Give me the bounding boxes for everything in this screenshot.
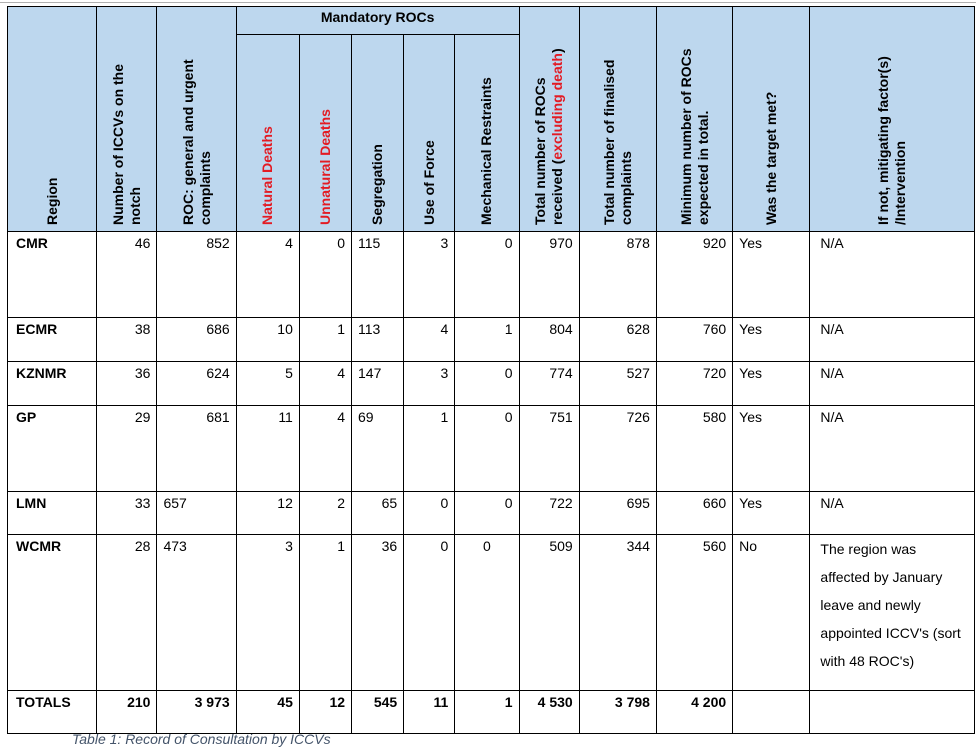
cell-finalised: 878 bbox=[579, 232, 656, 318]
header-minimum: Minimum number of ROCs expected in total. bbox=[656, 7, 732, 232]
table-row bbox=[8, 492, 975, 535]
cell-region: LMN bbox=[8, 492, 97, 535]
cell-minimum: 920 bbox=[656, 232, 732, 318]
cell-mitigating: N/A bbox=[810, 318, 975, 362]
cell-natural: 12 bbox=[236, 492, 299, 535]
cell-finalised: 527 bbox=[579, 362, 656, 406]
total-iccvs: 210 bbox=[97, 691, 157, 734]
table-body bbox=[8, 232, 975, 734]
cell-force: 0 bbox=[404, 535, 455, 691]
cell-restraints: 0 bbox=[455, 362, 519, 406]
cell-segregation: 65 bbox=[352, 492, 404, 535]
cell-received: 774 bbox=[519, 362, 579, 406]
totals-row bbox=[8, 691, 975, 734]
cell-mitigating: N/A bbox=[810, 492, 975, 535]
header-target-met: Was the target met? bbox=[733, 7, 810, 232]
cell-natural: 3 bbox=[236, 535, 299, 691]
cell-restraints: 0 bbox=[455, 492, 519, 535]
header-mechanical-restraints: Mechanical Restraints bbox=[455, 35, 519, 232]
table-row bbox=[8, 535, 975, 691]
total-mitigating bbox=[810, 691, 975, 734]
cell-iccvs: 28 bbox=[97, 535, 157, 691]
cell-target: Yes bbox=[733, 406, 810, 492]
cell-iccvs: 38 bbox=[97, 318, 157, 362]
header-natural-deaths: Natural Deaths bbox=[236, 35, 299, 232]
cell-region: GP bbox=[8, 406, 97, 492]
cell-iccvs: 33 bbox=[97, 492, 157, 535]
header-general-complaints: ROC: general and urgent complaints bbox=[157, 7, 236, 232]
cell-unnatural: 1 bbox=[299, 535, 351, 691]
cell-finalised: 726 bbox=[579, 406, 656, 492]
header-total-received: Total number of ROCs received (excluding death) bbox=[519, 7, 579, 232]
header-use-of-force: Use of Force bbox=[404, 35, 455, 232]
top-divider bbox=[0, 2, 976, 3]
cell-natural: 5 bbox=[236, 362, 299, 406]
cell-iccvs: 29 bbox=[97, 406, 157, 492]
total-minimum: 4 200 bbox=[656, 691, 732, 734]
cell-minimum: 660 bbox=[656, 492, 732, 535]
totals-label: TOTALS bbox=[8, 691, 97, 734]
header-iccvs: Number of ICCVs on the notch bbox=[97, 7, 157, 232]
cell-general: 681 bbox=[157, 406, 236, 492]
cell-segregation: 147 bbox=[352, 362, 404, 406]
header-region: Region bbox=[8, 7, 97, 232]
cell-target: Yes bbox=[733, 232, 810, 318]
cell-segregation: 115 bbox=[352, 232, 404, 318]
cell-mitigating: The region was affected by January leave and newly appointed ICCV's (sort with 48 ROC's) bbox=[810, 535, 975, 691]
cell-segregation: 36 bbox=[352, 535, 404, 691]
cell-general: 624 bbox=[157, 362, 236, 406]
total-restraints: 1 bbox=[455, 691, 519, 734]
total-force: 11 bbox=[404, 691, 455, 734]
cell-restraints: 0 bbox=[455, 406, 519, 492]
cell-unnatural: 2 bbox=[299, 492, 351, 535]
table-row bbox=[8, 362, 975, 406]
table-row bbox=[8, 232, 975, 318]
cell-force: 0 bbox=[404, 492, 455, 535]
roc-table bbox=[7, 6, 975, 734]
cell-finalised: 695 bbox=[579, 492, 656, 535]
cell-received: 751 bbox=[519, 406, 579, 492]
cell-unnatural: 1 bbox=[299, 318, 351, 362]
cell-natural: 4 bbox=[236, 232, 299, 318]
cell-mitigating: N/A bbox=[810, 362, 975, 406]
cell-mitigating: N/A bbox=[810, 406, 975, 492]
cell-unnatural: 4 bbox=[299, 362, 351, 406]
header-segregation: Segregation bbox=[352, 35, 404, 232]
cell-iccvs: 46 bbox=[97, 232, 157, 318]
cell-force: 3 bbox=[404, 232, 455, 318]
cell-force: 4 bbox=[404, 318, 455, 362]
table-row bbox=[8, 406, 975, 492]
cell-finalised: 628 bbox=[579, 318, 656, 362]
total-finalised: 3 798 bbox=[579, 691, 656, 734]
cell-target: Yes bbox=[733, 492, 810, 535]
header-mitigating: If not, mitigating factor(s) /Intervention bbox=[810, 7, 975, 232]
cell-force: 1 bbox=[404, 406, 455, 492]
cell-minimum: 760 bbox=[656, 318, 732, 362]
cell-minimum: 560 bbox=[656, 535, 732, 691]
cell-target: No bbox=[733, 535, 810, 691]
cell-target: Yes bbox=[733, 318, 810, 362]
cell-natural: 11 bbox=[236, 406, 299, 492]
cell-region: CMR bbox=[8, 232, 97, 318]
cell-general: 852 bbox=[157, 232, 236, 318]
cell-received: 804 bbox=[519, 318, 579, 362]
cell-finalised: 344 bbox=[579, 535, 656, 691]
header-finalised: Total number of finalised complaints bbox=[579, 7, 656, 232]
cell-unnatural: 0 bbox=[299, 232, 351, 318]
cell-received: 509 bbox=[519, 535, 579, 691]
cell-target: Yes bbox=[733, 362, 810, 406]
header-unnatural-deaths: Unnatural Deaths bbox=[299, 35, 351, 232]
header-mandatory-rocs: Mandatory ROCs bbox=[236, 7, 519, 35]
cell-natural: 10 bbox=[236, 318, 299, 362]
table-caption: Table 1: Record of Consultation by ICCVs bbox=[72, 731, 331, 747]
cell-minimum: 720 bbox=[656, 362, 732, 406]
cell-restraints: 1 bbox=[455, 318, 519, 362]
table-row bbox=[8, 318, 975, 362]
cell-restraints: 0 bbox=[455, 535, 519, 691]
total-natural: 45 bbox=[236, 691, 299, 734]
cell-segregation: 69 bbox=[352, 406, 404, 492]
cell-iccvs: 36 bbox=[97, 362, 157, 406]
cell-unnatural: 4 bbox=[299, 406, 351, 492]
cell-received: 722 bbox=[519, 492, 579, 535]
cell-region: ECMR bbox=[8, 318, 97, 362]
cell-general: 657 bbox=[157, 492, 236, 535]
cell-general: 686 bbox=[157, 318, 236, 362]
cell-mitigating: N/A bbox=[810, 232, 975, 318]
cell-region: WCMR bbox=[8, 535, 97, 691]
total-general: 3 973 bbox=[157, 691, 236, 734]
cell-force: 3 bbox=[404, 362, 455, 406]
cell-region: KZNMR bbox=[8, 362, 97, 406]
cell-received: 970 bbox=[519, 232, 579, 318]
total-received: 4 530 bbox=[519, 691, 579, 734]
table-header bbox=[8, 7, 975, 232]
cell-segregation: 113 bbox=[352, 318, 404, 362]
cell-restraints: 0 bbox=[455, 232, 519, 318]
total-target bbox=[733, 691, 810, 734]
total-segregation: 545 bbox=[352, 691, 404, 734]
cell-minimum: 580 bbox=[656, 406, 732, 492]
total-unnatural: 12 bbox=[299, 691, 351, 734]
cell-general: 473 bbox=[157, 535, 236, 691]
